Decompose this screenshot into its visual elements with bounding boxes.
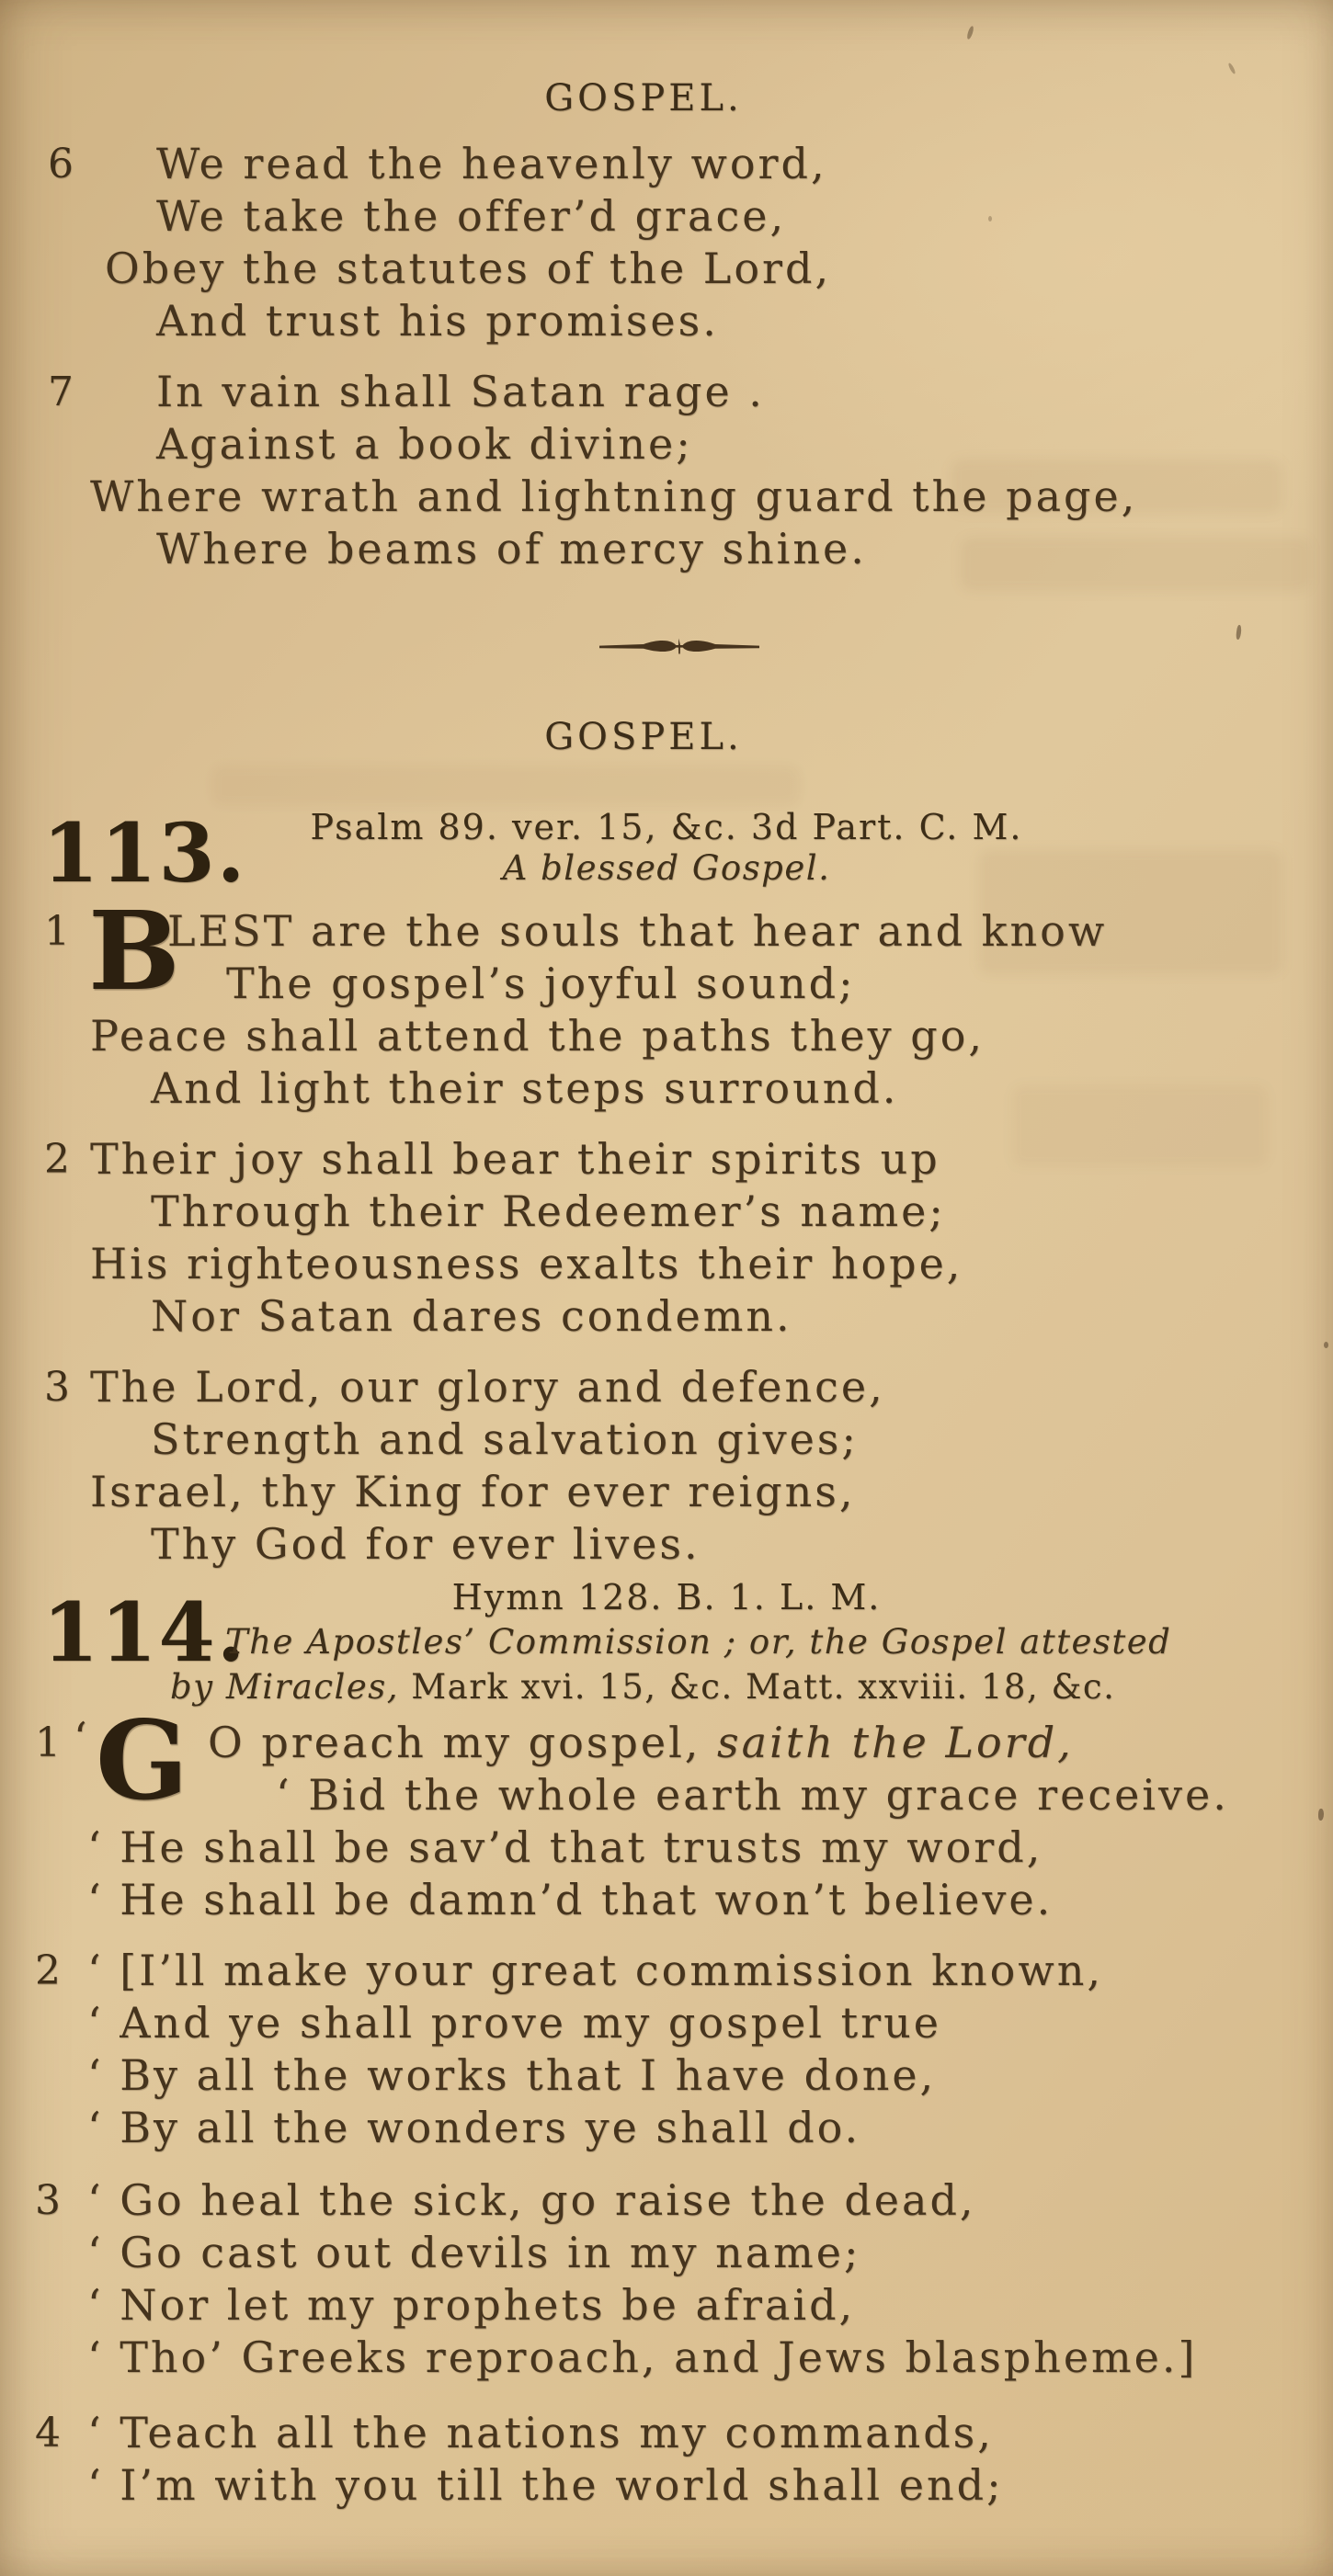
verse-line: In vain shall Satan rage . bbox=[156, 367, 765, 416]
verse-line: We take the offer’d grace, bbox=[156, 191, 787, 241]
running-head: GOSPEL. bbox=[544, 77, 743, 119]
verse-line: And trust his promises. bbox=[156, 296, 719, 346]
verse-line: ‘ By all the works that I have done, bbox=[87, 2050, 937, 2100]
verse-line: ‘ He shall be damn’d that won’t believe. bbox=[87, 1875, 1054, 1924]
verse-line: Thy God for ever lives. bbox=[151, 1519, 701, 1569]
verse-line: Nor Satan dares condemn. bbox=[151, 1291, 792, 1341]
verse-number: 6 bbox=[48, 141, 74, 187]
hymn-114-number: 114. bbox=[42, 1584, 247, 1680]
verse-line: And light their steps surround. bbox=[151, 1063, 899, 1113]
divider-ornament-icon bbox=[596, 634, 763, 660]
subtitle-italic-part: by Miracles, bbox=[170, 1667, 400, 1707]
verse-line: The gospel’s joyful sound; bbox=[226, 959, 856, 1008]
page-showthrough-ghost bbox=[211, 766, 800, 806]
verse-line: Peace shall attend the paths they go, bbox=[90, 1011, 986, 1061]
verse-7 bbox=[0, 366, 1333, 575]
verse-line: ‘ Tho’ Greeks reproach, and Jews blaspheme.] bbox=[87, 2332, 1198, 2382]
scan-artifact bbox=[1227, 62, 1236, 74]
verse-number: 1 bbox=[35, 1719, 61, 1766]
verse-line: Against a book divine; bbox=[156, 419, 693, 469]
verse-line: Their joy shall bear their spirits up bbox=[90, 1134, 940, 1184]
verse-line: ‘ [I’ll make your great commission known, bbox=[87, 1946, 1103, 1995]
verse-line: Israel, thy King for ever reigns, bbox=[90, 1467, 856, 1516]
verse-3 bbox=[0, 1361, 1333, 1571]
verse-line: ‘ Bid the whole earth my grace receive. bbox=[276, 1770, 1229, 1820]
verse-2 bbox=[0, 1133, 1333, 1343]
line-roman-part: O preach my gospel, bbox=[208, 1718, 718, 1767]
verse-line: Through their Redeemer’s name; bbox=[151, 1186, 946, 1236]
hymn-114-meta: Hymn 128. B. 1. L. M. bbox=[451, 1577, 882, 1617]
hymn-113 bbox=[0, 801, 1333, 1592]
dropcap-letter: B bbox=[88, 887, 180, 1015]
verse-line: ‘ And ye shall prove my gospel true bbox=[87, 1998, 941, 2048]
hymn-113-meta: Psalm 89. ver. 15, &c. 3d Part. C. M. bbox=[310, 807, 1023, 847]
verse-3 bbox=[0, 2174, 1333, 2384]
hymn-continuation bbox=[0, 138, 1333, 594]
opening-quote: ‘ bbox=[74, 1713, 87, 1763]
section-heading: GOSPEL. bbox=[544, 716, 743, 758]
hymn-114-subtitle-line1: The Apostles’ Commission ; or, the Gospel attested bbox=[225, 1622, 1172, 1662]
verse-number: 4 bbox=[35, 2410, 61, 2457]
verse-number: 2 bbox=[44, 1136, 70, 1183]
verse-line: LEST are the souls that hear and know bbox=[167, 906, 1108, 956]
verse-line: ‘ Go heal the sick, go raise the dead, bbox=[87, 2175, 976, 2225]
verse-6 bbox=[0, 138, 1333, 347]
verse-line: ‘ Go cast out devils in my name; bbox=[87, 2228, 861, 2277]
scan-artifact bbox=[966, 26, 974, 40]
subtitle-roman-part: Mark xvi. 15, &c. Matt. xxviii. 18, &c. bbox=[399, 1667, 1116, 1707]
verse-line: Obey the statutes of the Lord, bbox=[105, 244, 832, 293]
verse-number: 1 bbox=[44, 908, 70, 955]
verse-line: ‘ By all the wonders ye shall do. bbox=[87, 2103, 861, 2152]
verse-line: We read the heavenly word, bbox=[156, 139, 827, 188]
verse-line: Where wrath and lightning guard the page, bbox=[90, 471, 1138, 521]
hymn-114-subtitle-line2 bbox=[170, 1666, 1115, 1708]
dropcap-letter: G bbox=[96, 1697, 188, 1824]
verse-line: ‘ I’m with you till the world shall end; bbox=[87, 2460, 1004, 2510]
verse-number: 2 bbox=[35, 1947, 61, 1994]
verse-2 bbox=[0, 1945, 1333, 2154]
verse-1 bbox=[0, 1697, 1333, 1926]
verse-4 bbox=[0, 2407, 1333, 2512]
verse-line bbox=[0, 1717, 1333, 1769]
verse-line: Strength and salvation gives; bbox=[151, 1414, 859, 1464]
hymn-114 bbox=[0, 1573, 1333, 2548]
verse-line: ‘ He shall be sav’d that trusts my word, bbox=[87, 1822, 1043, 1872]
verse-number: 3 bbox=[44, 1364, 70, 1411]
verse-line: ‘ Teach all the nations my commands, bbox=[87, 2408, 994, 2457]
verse-line: His righteousness exalts their hope, bbox=[90, 1239, 963, 1288]
hymn-113-number: 113. bbox=[42, 805, 247, 901]
hymn-113-subtitle: A blessed Gospel. bbox=[502, 848, 831, 888]
verse-line: ‘ Nor let my prophets be afraid, bbox=[87, 2280, 856, 2330]
verse-number: 7 bbox=[48, 369, 74, 415]
verse-1 bbox=[0, 887, 1333, 1115]
verse-line: The Lord, our glory and defence, bbox=[90, 1362, 885, 1412]
verse-number: 3 bbox=[35, 2177, 61, 2224]
line-italic-part: saith the Lord, bbox=[717, 1718, 1074, 1767]
scan-artifact bbox=[1236, 625, 1242, 641]
verse-line: Where beams of mercy shine. bbox=[156, 524, 867, 573]
